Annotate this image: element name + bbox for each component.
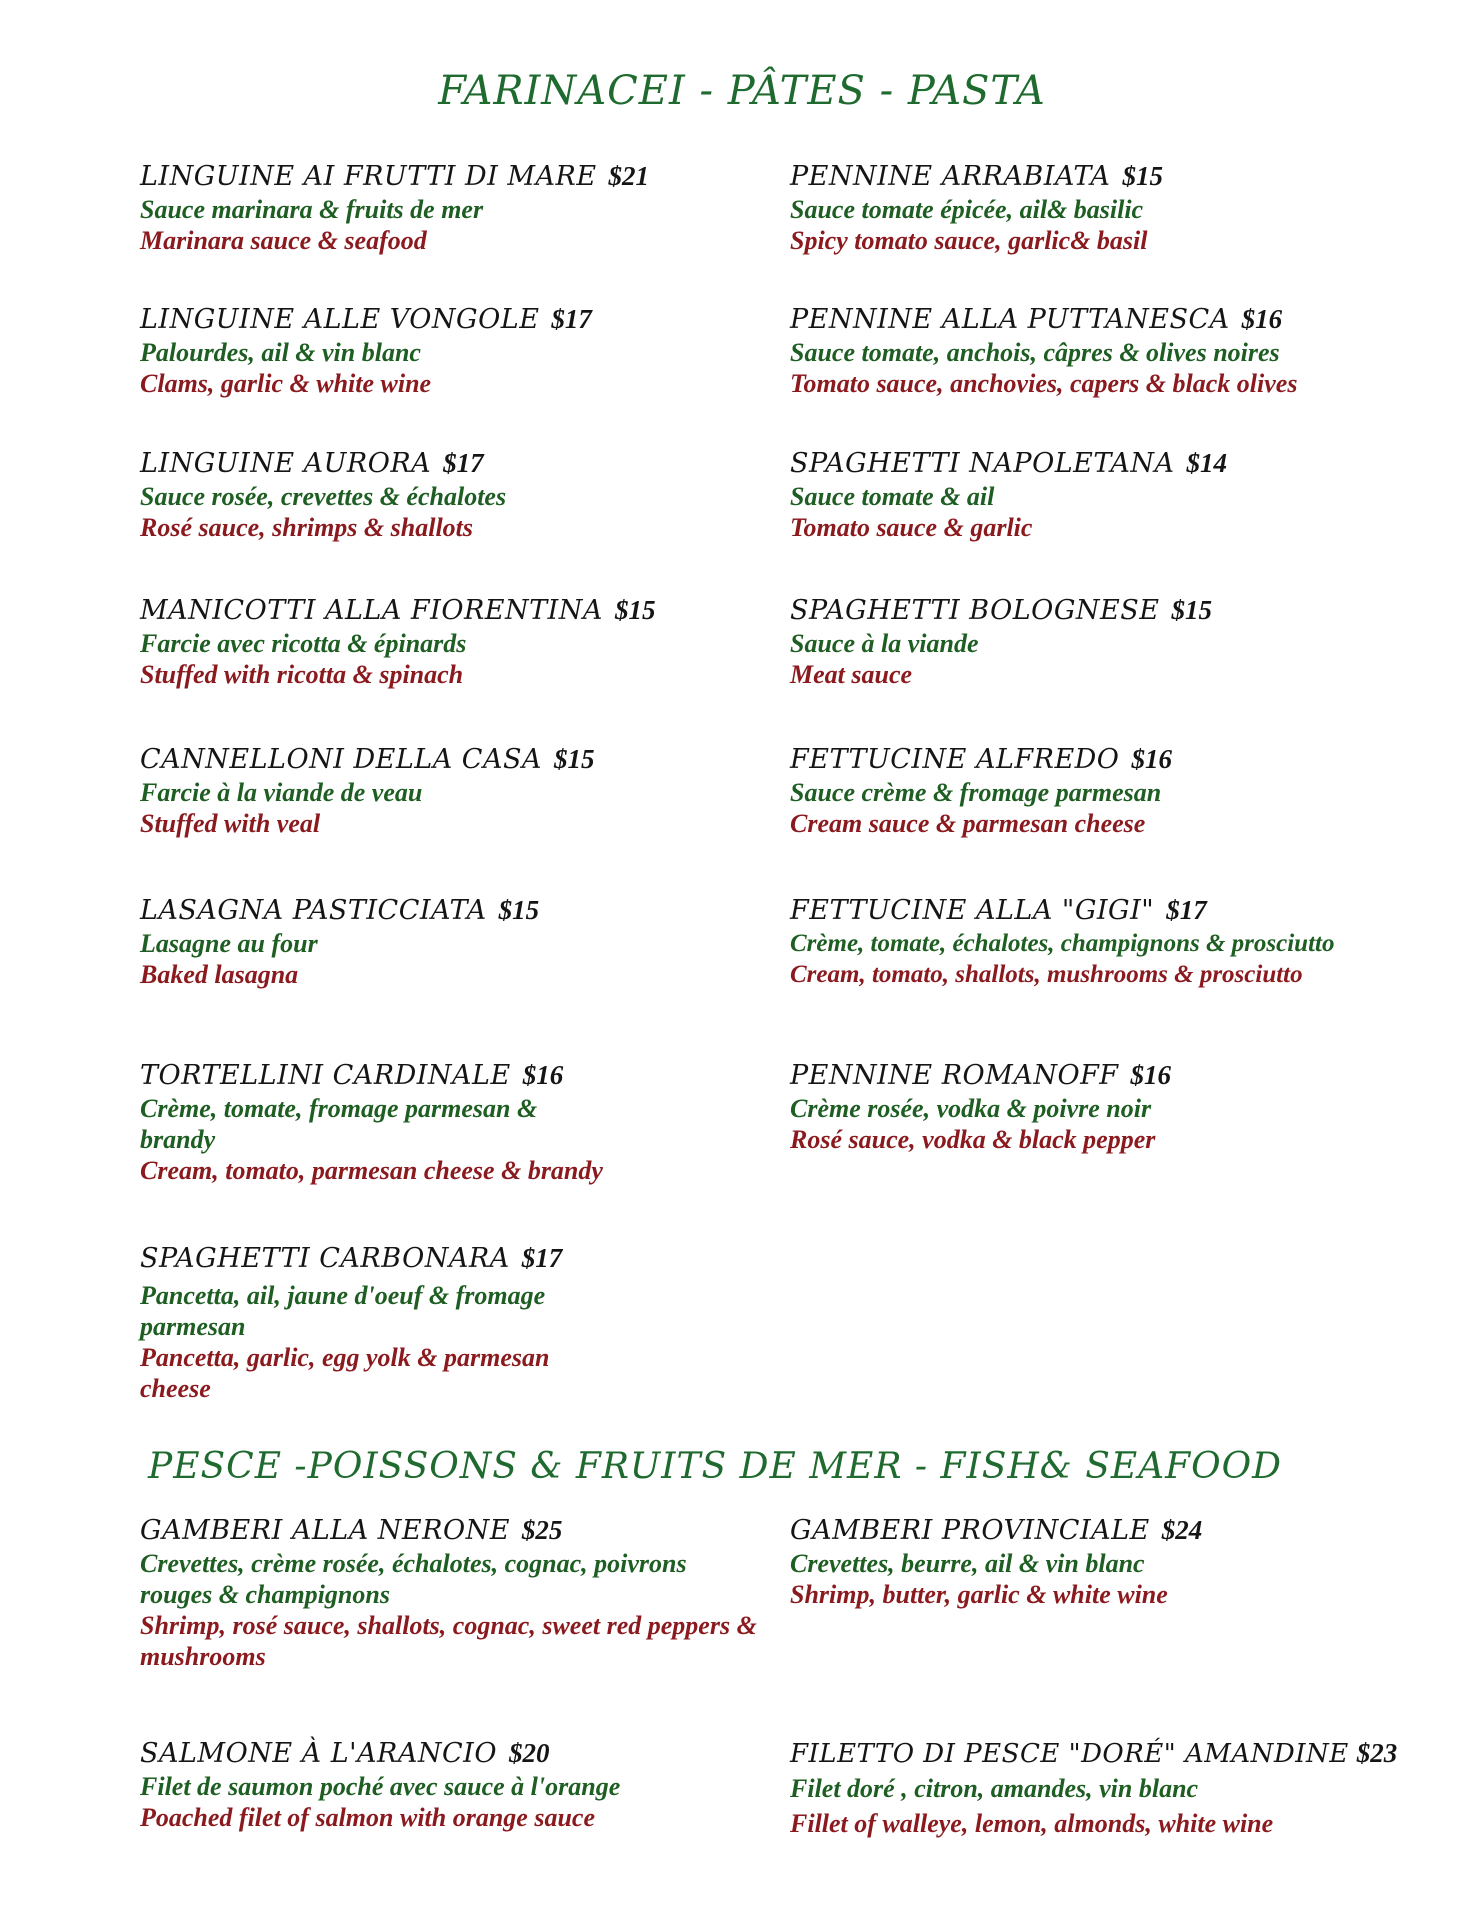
dish-price: $17 <box>1166 895 1207 925</box>
menu-item-linguine-frutti-di-mare <box>140 158 740 256</box>
menu-item-spaghetti-napoletana <box>790 445 1450 543</box>
dish-desc-fr: Pancetta, ail, jaune d'oeuf & fromage parmesan <box>140 1281 546 1341</box>
dish-desc-en: Clams, garlic & white wine <box>140 369 432 398</box>
dish-name: FETTUCINE ALLA "GIGI" <box>790 895 1155 926</box>
dish-price: $17 <box>521 1243 563 1273</box>
dish-desc-fr: Crème, tomate, fromage parmesan & brandy <box>140 1094 538 1154</box>
dish-desc-fr: Filet doré , citron, amandes, vin blanc <box>790 1774 1199 1803</box>
dish-desc-fr: Sauce tomate & ail <box>790 482 995 511</box>
dish-desc-fr: Sauce tomate, anchois, câpres & olives noires <box>790 338 1280 367</box>
dish-desc-en: Stuffed with ricotta & spinach <box>140 660 464 689</box>
menu-item-fettucine-gigi <box>790 892 1470 990</box>
dish-desc-en: Cream sauce & parmesan cheese <box>790 809 1146 838</box>
dish-desc-en: Stuffed with veal <box>140 809 321 838</box>
dish-price: $24 <box>1161 1515 1203 1545</box>
dish-name: LINGUINE AI FRUTTI DI MARE <box>140 161 597 192</box>
dish-price: $15 <box>498 895 540 925</box>
dish-name: CANNELLONI DELLA CASA <box>140 744 542 775</box>
menu-item-gamberi-alla-nerone <box>140 1512 760 1672</box>
dish-desc-fr: Farcie à la viande de veau <box>140 778 423 807</box>
menu-item-pennine-puttanesca <box>790 301 1450 399</box>
dish-price: $16 <box>1131 744 1172 774</box>
dish-name: LASAGNA PASTICCIATA <box>140 895 487 926</box>
dish-price: $25 <box>521 1515 563 1545</box>
dish-price: $16 <box>522 1060 564 1090</box>
dish-desc-en: Rosé sauce, vodka & black pepper <box>790 1125 1156 1154</box>
dish-name: MANICOTTI ALLA FIORENTINA <box>140 595 603 626</box>
menu-item-gamberi-provinciale <box>790 1512 1450 1610</box>
menu-item-fettucine-alfredo <box>790 741 1450 839</box>
dish-desc-en: Baked lasagna <box>140 960 299 989</box>
dish-desc-en: Cream, tomato, shallots, mushrooms & prosciutto <box>790 961 1303 988</box>
dish-desc-en: Tomato sauce & garlic <box>790 513 1033 542</box>
dish-desc-en: Cream, tomato, parmesan cheese & brandy <box>140 1156 603 1185</box>
dish-desc-fr: Crevettes, beurre, ail & vin blanc <box>790 1549 1145 1578</box>
dish-price: $23 <box>1356 1738 1398 1768</box>
dish-desc-en: Poached filet of salmon with orange sauce <box>140 1803 595 1832</box>
dish-name: SPAGHETTI BOLOGNESE <box>790 595 1160 626</box>
dish-price: $15 <box>1171 595 1212 625</box>
section-title-seafood: PESCE -POISSONS & FRUITS DE MER - FISH& SEAFOOD <box>148 1446 1283 1487</box>
dish-name: FILETTO DI PESCE "DORÉ" AMANDINE <box>790 1739 1349 1769</box>
dish-name: PENNINE ARRABIATA <box>790 161 1111 192</box>
dish-desc-en: Fillet of walleye, lemon, almonds, white wine <box>790 1809 1274 1838</box>
dish-price: $16 <box>1130 1060 1172 1090</box>
section-title-pasta: FARINACEI - PÂTES - PASTA <box>438 68 1046 114</box>
dish-name: GAMBERI ALLA NERONE <box>140 1515 510 1546</box>
dish-desc-fr: Farcie avec ricotta & épinards <box>140 629 467 658</box>
dish-desc-fr: Palourdes, ail & vin blanc <box>140 338 421 367</box>
menu-item-filetto-dore-amandine <box>790 1735 1470 1839</box>
menu-item-manicotti-fiorentina <box>140 592 740 690</box>
dish-name: SPAGHETTI NAPOLETANA <box>790 448 1175 479</box>
dish-desc-fr: Sauce crème & fromage parmesan <box>790 778 1162 807</box>
dish-name: FETTUCINE ALFREDO <box>790 744 1120 775</box>
dish-price: $16 <box>1241 304 1283 334</box>
menu-item-spaghetti-carbonara <box>140 1240 610 1404</box>
dish-desc-fr: Sauce à la viande <box>790 629 979 658</box>
menu-item-cannelloni-della-casa <box>140 741 740 839</box>
dish-price: $21 <box>608 161 650 191</box>
dish-price: $20 <box>508 1738 550 1768</box>
dish-desc-fr: Sauce tomate épicée, ail& basilic <box>790 195 1144 224</box>
dish-desc-en: Tomato sauce, anchovies, capers & black olives <box>790 369 1298 398</box>
menu-item-lasagna-pasticciata <box>140 892 740 990</box>
dish-name: TORTELLINI CARDINALE <box>140 1060 511 1091</box>
dish-name: PENNINE ALLA PUTTANESCA <box>790 304 1230 335</box>
dish-desc-en: Meat sauce <box>790 660 913 689</box>
menu-item-pennine-romanoff <box>790 1057 1450 1155</box>
dish-price: $15 <box>614 595 656 625</box>
dish-desc-en: Pancetta, garlic, egg yolk & parmesan cheese <box>140 1343 550 1403</box>
menu-item-pennine-arrabiata <box>790 158 1450 256</box>
dish-price: $15 <box>1122 161 1163 191</box>
dish-desc-en: Spicy tomato sauce, garlic& basil <box>790 226 1148 255</box>
menu-item-linguine-alle-vongole <box>140 301 740 399</box>
dish-name: PENNINE ROMANOFF <box>790 1060 1119 1091</box>
dish-desc-fr: Sauce marinara & fruits de mer <box>140 195 484 224</box>
dish-desc-fr: Crevettes, crème rosée, échalotes, cognac, poivrons rouges & champignons <box>140 1549 687 1609</box>
dish-price: $17 <box>551 304 592 334</box>
dish-name: SPAGHETTI CARBONARA <box>140 1243 510 1274</box>
dish-name: LINGUINE AURORA <box>140 448 432 479</box>
menu-item-linguine-aurora <box>140 445 740 543</box>
dish-name: SALMONE À L'ARANCIO <box>140 1738 497 1769</box>
dish-desc-fr: Crème, tomate, échalotes, champignons & prosciutto <box>790 930 1335 957</box>
dish-desc-en: Shrimp, rosé sauce, shallots, cognac, sweet red peppers & mushrooms <box>140 1611 757 1671</box>
dish-price: $14 <box>1186 448 1227 478</box>
dish-desc-fr: Crème rosée, vodka & poivre noir <box>790 1094 1152 1123</box>
menu-item-spaghetti-bolognese <box>790 592 1450 690</box>
dish-desc-fr: Sauce rosée, crevettes & échalotes <box>140 482 507 511</box>
dish-desc-en: Marinara sauce & seafood <box>140 226 427 255</box>
dish-name: GAMBERI PROVINCIALE <box>790 1515 1150 1546</box>
dish-price: $17 <box>443 448 484 478</box>
menu-item-salmone-arancio <box>140 1735 760 1833</box>
dish-desc-fr: Filet de saumon poché avec sauce à l'orange <box>140 1772 621 1801</box>
dish-desc-en: Rosé sauce, shrimps & shallots <box>140 513 474 542</box>
dish-name: LINGUINE ALLE VONGOLE <box>140 304 540 335</box>
dish-desc-fr: Lasagne au four <box>140 929 318 958</box>
dish-price: $15 <box>553 744 595 774</box>
menu-item-tortellini-cardinale <box>140 1057 610 1186</box>
dish-desc-en: Shrimp, butter, garlic & white wine <box>790 1580 1168 1609</box>
